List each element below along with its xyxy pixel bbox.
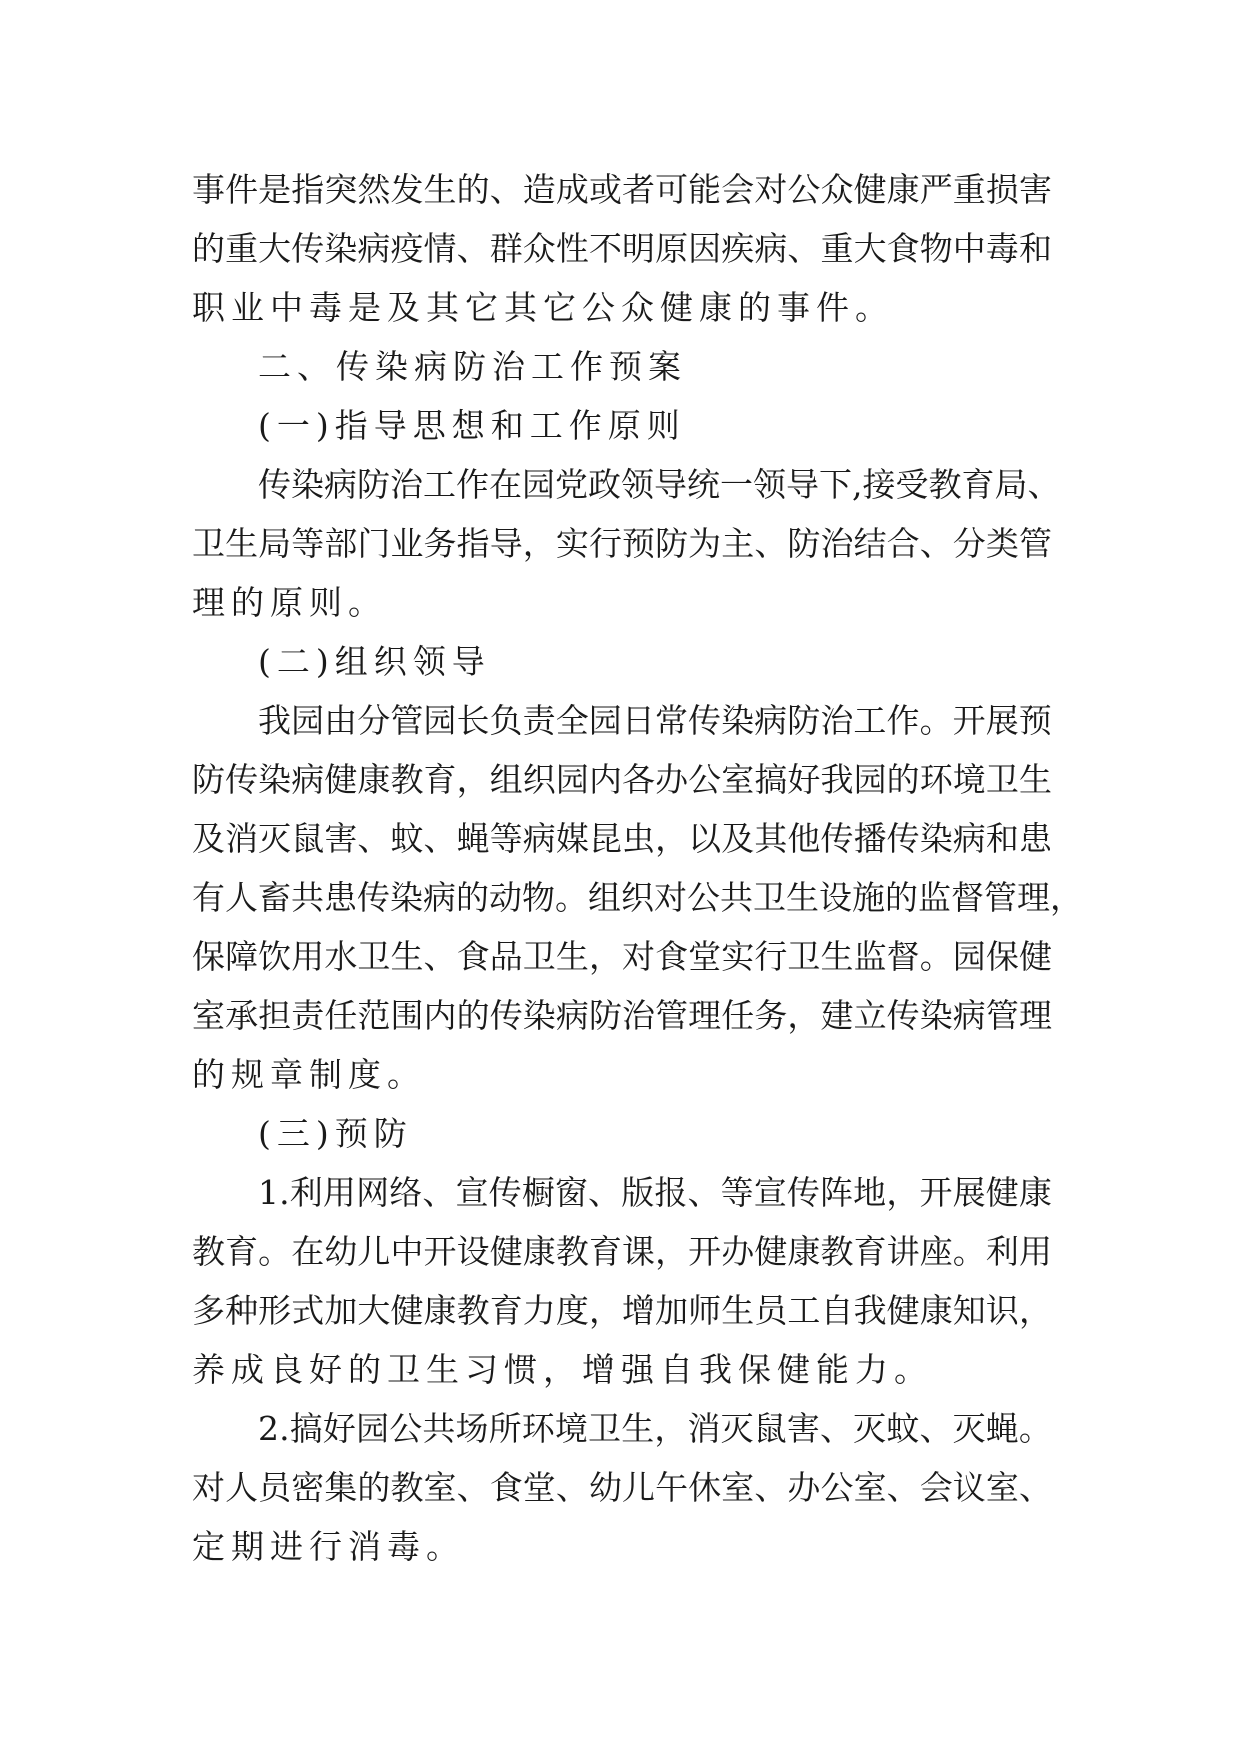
text-line: 养成良好的卫生习惯，增强自我保健能力。 (192, 1350, 933, 1389)
text-line: 对 人 员 密 集 的 教 室 、 食 堂 、 幼 儿 午 休 室 、 办 公 室 、 会 议 室 、 (192, 1468, 1052, 1507)
text-line: 我 园 由 分 管 园 长 负 责 全 园 日 常 传 染 病 防 治 工 作 。 开 展 预 (258, 701, 1052, 740)
text-line: 职业中毒是及其它其它公众健康的事件。 (192, 288, 894, 327)
text-line: 事 件 是 指 突 然 发 生 的 、 造 成 或 者 可 能 会 对 公 众 健 康 严 重 损 害 (192, 170, 1052, 209)
text-line: 的规章制度。 (192, 1055, 426, 1094)
document-page (192, 160, 1083, 1576)
text-line: 防 传 染 病 健 康 教 育 ， 组 织 园 内 各 办 公 室 搞 好 我 园 的 环 境 卫 生 (192, 760, 1052, 799)
text-line: 保 障 饮 用 水 卫 生 、 食 品 卫 生 ， 对 食 堂 实 行 卫 生 监 督 。 园 保 健 (192, 937, 1052, 976)
text-line: 有 人 畜 共 患 传 染 病 的 动 物 。 组 织 对 公 共 卫 生 设 施 的 监 督 管 理 ， (192, 878, 1083, 917)
section-heading: 二、传染病防治工作预案 (258, 347, 687, 386)
text-line: 理的原则。 (192, 583, 387, 622)
text-line: 教 育 。 在 幼 儿 中 开 设 健 康 教 育 课 ， 开 办 健 康 教 育 讲 座 。 利 用 (192, 1232, 1052, 1271)
text-line: 及 消 灭 鼠 害 、 蚊 、 蝇 等 病 媒 昆 虫 ， 以 及 其 他 传 播 传 染 病 和 患 (192, 819, 1052, 858)
text-line: 定期进行消毒。 (192, 1527, 465, 1566)
text-line: 室 承 担 责 任 范 围 内 的 传 染 病 防 治 管 理 任 务 ， 建 立 传 染 病 管 理 (192, 996, 1052, 1035)
subsection-heading: (三)预防 (258, 1114, 413, 1153)
text-line: 2 . 搞 好 园 公 共 场 所 环 境 卫 生 ， 消 灭 鼠 害 、 灭 蚊 、 灭 蝇 。 (258, 1409, 1052, 1448)
text-line: 传 染 病 防 治 工 作 在 园 党 政 领 导 统 一 领 导 下 , 接 受 教 育 局 、 (258, 465, 1061, 504)
subsection-heading: (二)组织领导 (258, 642, 491, 681)
text-line: 卫 生 局 等 部 门 业 务 指 导 ， 实 行 预 防 为 主 、 防 治 结 合 、 分 类 管 (192, 524, 1052, 563)
subsection-heading: (一)指导思想和工作原则 (258, 406, 686, 445)
text-line: 的 重 大 传 染 病 疫 情 、 群 众 性 不 明 原 因 疾 病 、 重 大 食 物 中 毒 和 (192, 229, 1052, 268)
text-line: 多 种 形 式 加 大 健 康 教 育 力 度 ， 增 加 师 生 员 工 自 我 健 康 知 识 ， (192, 1291, 1052, 1330)
text-line: 1 . 利 用 网 络 、 宣 传 橱 窗 、 版 报 、 等 宣 传 阵 地 ， 开 展 健 康 (258, 1173, 1052, 1212)
